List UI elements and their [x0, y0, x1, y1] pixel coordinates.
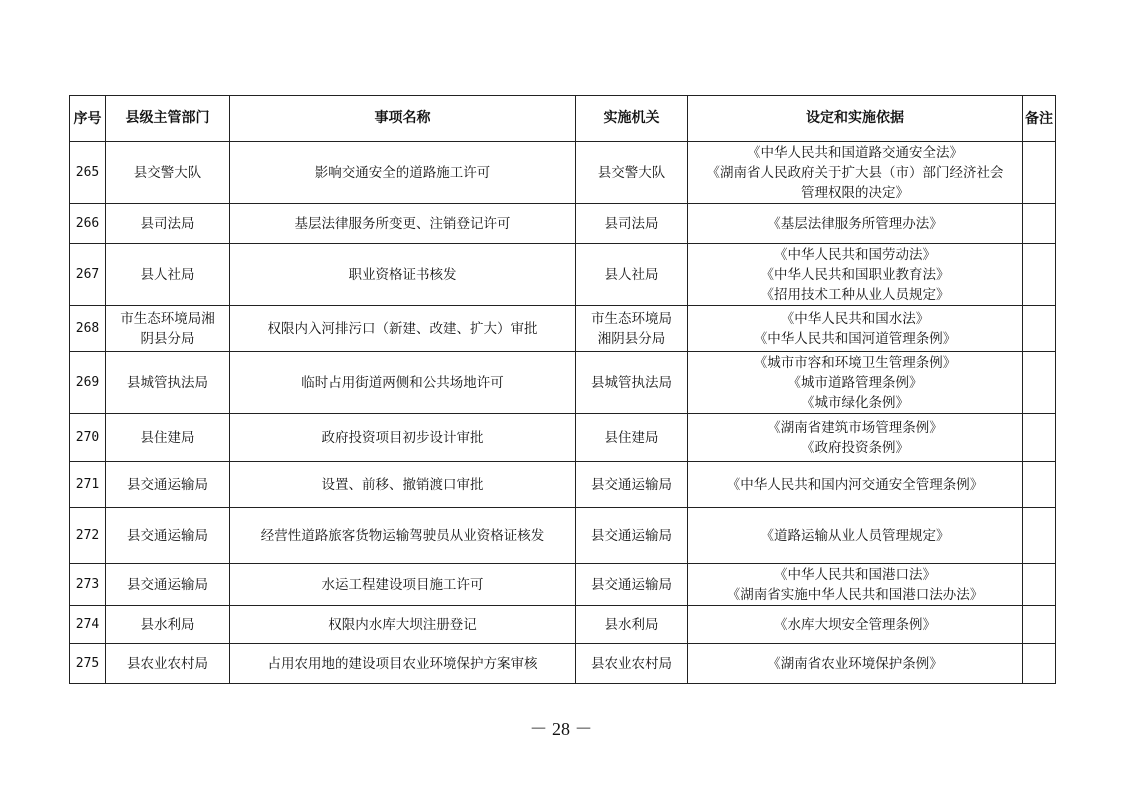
table-row [70, 508, 1056, 564]
agency-line: 县交通运输局 [591, 576, 672, 593]
item-cell: 影响交通安全的道路施工许可 [230, 142, 576, 204]
table-body [70, 142, 1056, 684]
basis-cell [688, 204, 1023, 244]
basis-cell [688, 306, 1023, 352]
dept-line: 县城管执法局 [127, 374, 208, 391]
agency-cell [576, 414, 688, 462]
dept-cell [106, 352, 230, 414]
basis-line: 《城市绿化条例》 [801, 394, 909, 411]
agency-cell [576, 644, 688, 684]
basis-cell [688, 244, 1023, 306]
basis-cell [688, 142, 1023, 204]
dept-cell [106, 508, 230, 564]
header-basis: 设定和实施依据 [688, 96, 1023, 142]
basis-line: 《招用技术工种从业人员规定》 [760, 286, 950, 303]
seq-cell: 270 [70, 414, 106, 462]
agency-cell [576, 606, 688, 644]
dept-cell [106, 564, 230, 606]
remark-cell [1023, 244, 1056, 306]
basis-cell [688, 564, 1023, 606]
item-cell: 职业资格证书核发 [230, 244, 576, 306]
table-row [70, 204, 1056, 244]
table-row [70, 462, 1056, 508]
basis-line: 《中华人民共和国职业教育法》 [760, 266, 950, 283]
basis-line: 《基层法律服务所管理办法》 [767, 215, 943, 232]
seq-cell: 272 [70, 508, 106, 564]
item-cell: 设置、前移、撤销渡口审批 [230, 462, 576, 508]
remark-cell [1023, 462, 1056, 508]
basis-cell [688, 352, 1023, 414]
table-row [70, 142, 1056, 204]
agency-cell [576, 564, 688, 606]
seq-cell: 271 [70, 462, 106, 508]
dept-line: 县住建局 [140, 429, 195, 446]
remark-cell [1023, 142, 1056, 204]
page-number: － 28 － [529, 719, 593, 739]
basis-line: 《政府投资条例》 [801, 439, 909, 456]
dept-cell [106, 244, 230, 306]
seq-cell: 268 [70, 306, 106, 352]
agency-line: 县交警大队 [597, 164, 666, 181]
basis-cell [688, 414, 1023, 462]
basis-line: 《城市道路管理条例》 [787, 374, 923, 391]
agency-cell [576, 244, 688, 306]
seq-cell: 265 [70, 142, 106, 204]
basis-cell [688, 462, 1023, 508]
item-cell: 水运工程建设项目施工许可 [230, 564, 576, 606]
item-cell: 基层法律服务所变更、注销登记许可 [230, 204, 576, 244]
basis-line: 《中华人民共和国港口法》 [774, 566, 936, 583]
basis-line: 《城市市容和环境卫生管理条例》 [753, 354, 957, 371]
remark-cell [1023, 204, 1056, 244]
dept-line: 县司法局 [140, 215, 195, 232]
seq-cell: 274 [70, 606, 106, 644]
dept-cell [106, 606, 230, 644]
dept-line: 县农业农村局 [127, 655, 208, 672]
basis-cell [688, 644, 1023, 684]
remark-cell [1023, 644, 1056, 684]
remark-cell [1023, 606, 1056, 644]
agency-cell [576, 204, 688, 244]
basis-line: 《道路运输从业人员管理规定》 [760, 527, 950, 544]
table-row [70, 644, 1056, 684]
dept-cell [106, 644, 230, 684]
seq-cell: 267 [70, 244, 106, 306]
dept-cell [106, 142, 230, 204]
agency-cell [576, 352, 688, 414]
header-row [70, 96, 1056, 142]
basis-line: 《水库大坝安全管理条例》 [774, 616, 936, 633]
table-row [70, 414, 1056, 462]
header-remark: 备注 [1023, 96, 1056, 142]
table-row [70, 306, 1056, 352]
header-seq: 序号 [70, 96, 106, 142]
basis-line: 管理权限的决定》 [801, 184, 909, 201]
table-row [70, 564, 1056, 606]
seq-cell: 273 [70, 564, 106, 606]
header-agency: 实施机关 [576, 96, 688, 142]
dept-line: 县水利局 [140, 616, 195, 633]
basis-line: 《中华人民共和国劳动法》 [774, 246, 936, 263]
dept-cell [106, 462, 230, 508]
agency-line: 县司法局 [604, 215, 659, 232]
remark-cell [1023, 508, 1056, 564]
agency-cell [576, 142, 688, 204]
seq-cell: 269 [70, 352, 106, 414]
seq-cell: 275 [70, 644, 106, 684]
dept-line: 县交通运输局 [127, 576, 208, 593]
agency-line: 湘阴县分局 [597, 330, 666, 347]
agency-line: 县人社局 [604, 266, 659, 283]
basis-line: 《中华人民共和国内河交通安全管理条例》 [726, 476, 984, 493]
header-dept: 县级主管部门 [106, 96, 230, 142]
agency-line: 县水利局 [604, 616, 659, 633]
item-cell: 权限内水库大坝注册登记 [230, 606, 576, 644]
item-cell: 经营性道路旅客货物运输驾驶员从业资格证核发 [230, 508, 576, 564]
basis-line: 《湖南省人民政府关于扩大县（市）部门经济社会 [706, 164, 1004, 181]
item-cell: 政府投资项目初步设计审批 [230, 414, 576, 462]
dept-cell [106, 306, 230, 352]
basis-line: 《湖南省建筑市场管理条例》 [767, 419, 943, 436]
remark-cell [1023, 306, 1056, 352]
seq-cell: 266 [70, 204, 106, 244]
agency-cell [576, 462, 688, 508]
header-item: 事项名称 [230, 96, 576, 142]
remark-cell [1023, 414, 1056, 462]
basis-line: 《中华人民共和国河道管理条例》 [753, 330, 957, 347]
basis-line: 《中华人民共和国水法》 [780, 310, 930, 327]
dept-line: 县交通运输局 [127, 527, 208, 544]
remark-cell [1023, 352, 1056, 414]
table-row [70, 352, 1056, 414]
item-cell: 占用农用地的建设项目农业环境保护方案审核 [230, 644, 576, 684]
agency-cell [576, 508, 688, 564]
agency-line: 市生态环境局 [591, 310, 672, 327]
agency-cell [576, 306, 688, 352]
table-row [70, 244, 1056, 306]
agency-line: 县交通运输局 [591, 527, 672, 544]
basis-cell [688, 508, 1023, 564]
dept-cell [106, 414, 230, 462]
basis-line: 《湖南省农业环境保护条例》 [767, 655, 943, 672]
agency-line: 县农业农村局 [591, 655, 672, 672]
agency-line: 县交通运输局 [591, 476, 672, 493]
basis-line: 《湖南省实施中华人民共和国港口法办法》 [726, 586, 984, 603]
dept-cell [106, 204, 230, 244]
agency-line: 县城管执法局 [591, 374, 672, 391]
item-cell: 临时占用街道两侧和公共场地许可 [230, 352, 576, 414]
table-row [70, 606, 1056, 644]
dept-line: 市生态环境局湘 [120, 310, 215, 327]
dept-line: 县交通运输局 [127, 476, 208, 493]
basis-cell [688, 606, 1023, 644]
dept-line: 县交警大队 [133, 164, 202, 181]
item-cell: 权限内入河排污口（新建、改建、扩大）审批 [230, 306, 576, 352]
basis-line: 《中华人民共和国道路交通安全法》 [747, 144, 963, 161]
dept-line: 县人社局 [140, 266, 195, 283]
remark-cell [1023, 564, 1056, 606]
agency-line: 县住建局 [604, 429, 659, 446]
authority-table [69, 95, 1056, 684]
dept-line: 阴县分局 [140, 330, 195, 347]
